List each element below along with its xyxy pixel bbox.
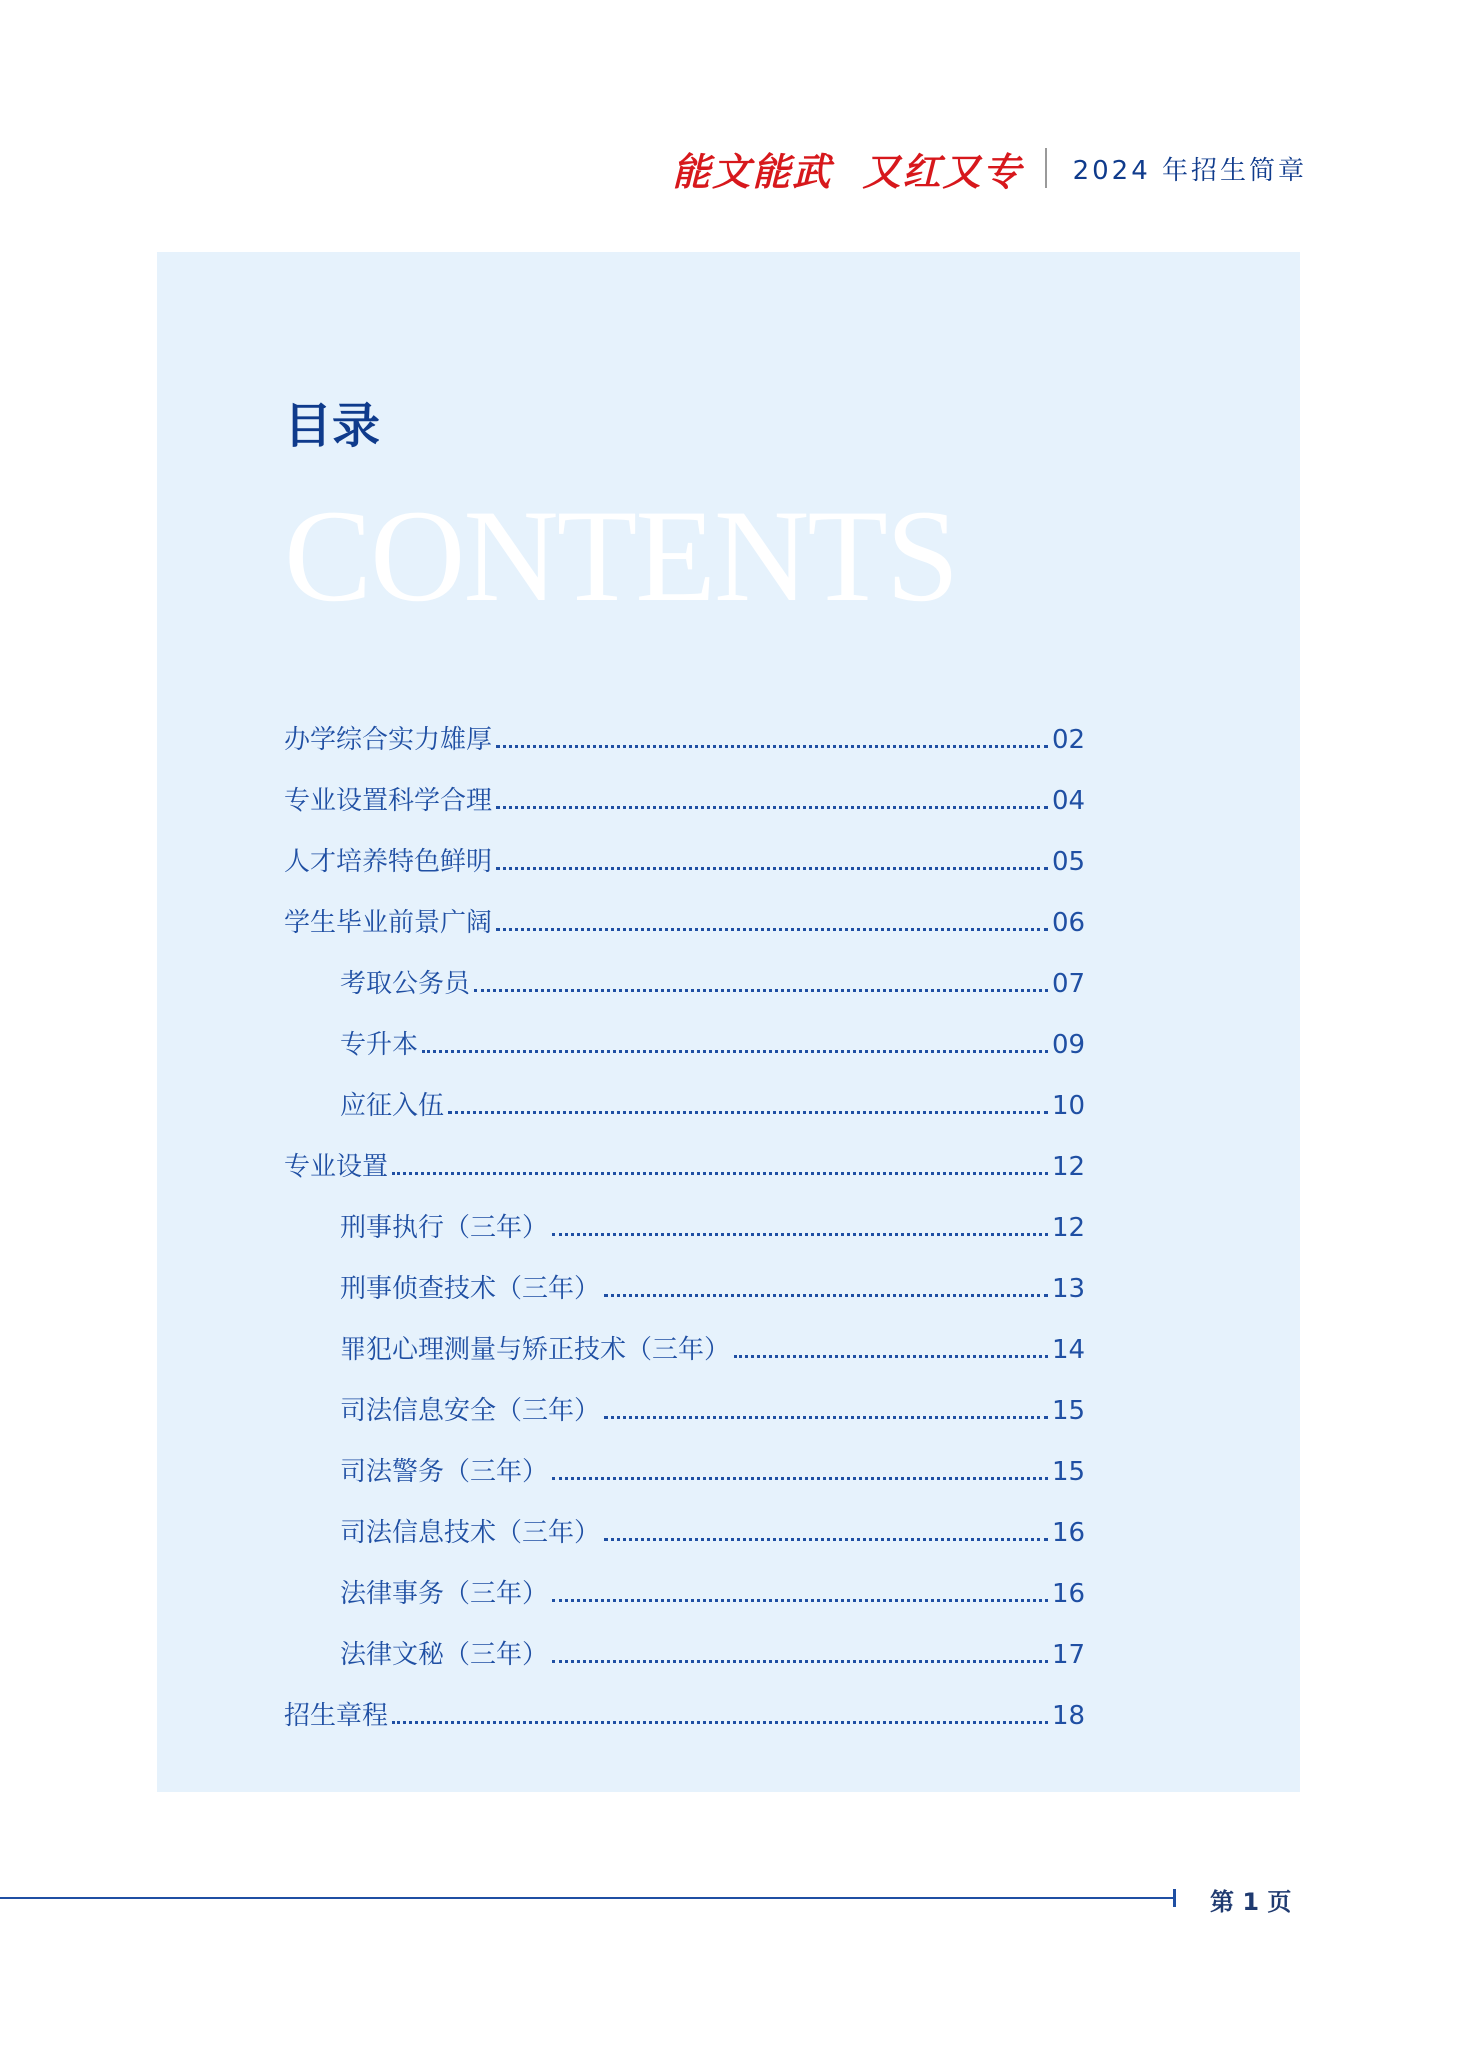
toc-dot-leader: [392, 1172, 1048, 1175]
toc-entry[interactable]: [284, 814, 1084, 875]
toc-entry-page: 16: [1052, 1518, 1086, 1548]
toc-entry[interactable]: [284, 1119, 1084, 1180]
toc-dot-leader: [496, 806, 1048, 809]
slogan-calligraphy: 能文能武 又红又专: [672, 148, 1023, 194]
toc-dot-leader: [734, 1355, 1048, 1358]
toc-entry-label: 专业设置科学合理: [284, 786, 493, 816]
toc-entry-page: 12: [1052, 1213, 1086, 1243]
toc-entry-page: 09: [1052, 1030, 1086, 1060]
toc-entry-page: 18: [1052, 1701, 1086, 1731]
toc-entry-page: 05: [1052, 847, 1086, 877]
toc-entry[interactable]: [284, 1424, 1084, 1485]
toc-entry[interactable]: [284, 1607, 1084, 1668]
toc-entry-page: 14: [1052, 1335, 1086, 1365]
toc-entry-label: 司法信息技术（三年）: [340, 1518, 601, 1548]
toc-entry-page: 04: [1052, 786, 1086, 816]
toc-entry-label: 法律文秘（三年）: [340, 1640, 549, 1670]
toc-entry[interactable]: [284, 936, 1084, 997]
toc-dot-leader: [552, 1477, 1048, 1480]
toc-entry[interactable]: [284, 692, 1084, 753]
footer-rule: [0, 1897, 1175, 1899]
contents-watermark: CONTENTS: [284, 482, 958, 629]
toc-entry-page: 12: [1052, 1152, 1086, 1182]
toc-entry-page: 17: [1052, 1640, 1086, 1670]
toc-heading: 目录: [284, 398, 381, 454]
toc-dot-leader: [422, 1050, 1048, 1053]
toc-entry-label: 刑事执行（三年）: [340, 1213, 549, 1243]
page-number: 第 1 页: [1210, 1888, 1292, 1916]
toc-entry-label: 专业设置: [284, 1152, 389, 1182]
toc-entry[interactable]: [284, 1241, 1084, 1302]
toc-dot-leader: [552, 1660, 1048, 1663]
toc-entry-label: 人才培养特色鲜明: [284, 847, 493, 877]
toc-entry-label: 司法警务（三年）: [340, 1457, 549, 1487]
toc-entry-page: 02: [1052, 725, 1086, 755]
page-header: [672, 138, 1307, 198]
toc-dot-leader: [604, 1294, 1048, 1297]
toc-dot-leader: [604, 1416, 1048, 1419]
toc-dot-leader: [474, 989, 1048, 992]
toc-entry-page: 07: [1052, 969, 1086, 999]
toc-entry-label: 招生章程: [284, 1701, 389, 1731]
toc-entry-label: 学生毕业前景广阔: [284, 908, 493, 938]
toc-entry-label: 罪犯心理测量与矫正技术（三年）: [340, 1335, 731, 1365]
toc-dot-leader: [496, 745, 1048, 748]
toc-entry-page: 16: [1052, 1579, 1086, 1609]
toc-entry[interactable]: [284, 1668, 1084, 1729]
toc-entry[interactable]: [284, 1546, 1084, 1607]
toc-entry[interactable]: [284, 1302, 1084, 1363]
toc-dot-leader: [392, 1721, 1048, 1724]
toc-entry[interactable]: [284, 997, 1084, 1058]
header-divider: [1045, 148, 1047, 188]
toc-entry-page: 10: [1052, 1091, 1086, 1121]
toc-entry-label: 司法信息安全（三年）: [340, 1396, 601, 1426]
footer-rule-tick: [1173, 1889, 1176, 1907]
toc-dot-leader: [552, 1233, 1048, 1236]
toc-entry[interactable]: [284, 753, 1084, 814]
toc-entry[interactable]: [284, 1363, 1084, 1424]
toc-entry-label: 办学综合实力雄厚: [284, 725, 493, 755]
toc-entry[interactable]: [284, 1485, 1084, 1546]
toc-entry-label: 法律事务（三年）: [340, 1579, 549, 1609]
toc-dot-leader: [552, 1599, 1048, 1602]
toc-dot-leader: [496, 867, 1048, 870]
toc-dot-leader: [604, 1538, 1048, 1541]
brochure-title: 2024 年招生简章: [1072, 155, 1307, 186]
toc-entry-label: 刑事侦查技术（三年）: [340, 1274, 601, 1304]
toc-entry-page: 15: [1052, 1396, 1086, 1426]
toc-entry-page: 13: [1052, 1274, 1086, 1304]
toc-entry[interactable]: [284, 875, 1084, 936]
toc-entry-label: 考取公务员: [340, 969, 471, 999]
toc-entry-page: 15: [1052, 1457, 1086, 1487]
toc-entry[interactable]: [284, 1180, 1084, 1241]
contents-panel: [157, 252, 1300, 1792]
toc-entry-page: 06: [1052, 908, 1086, 938]
toc-dot-leader: [448, 1111, 1048, 1114]
toc-list: [284, 692, 1084, 1729]
toc-dot-leader: [496, 928, 1048, 931]
toc-entry-label: 应征入伍: [340, 1091, 445, 1121]
toc-entry-label: 专升本: [340, 1030, 419, 1060]
toc-entry[interactable]: [284, 1058, 1084, 1119]
